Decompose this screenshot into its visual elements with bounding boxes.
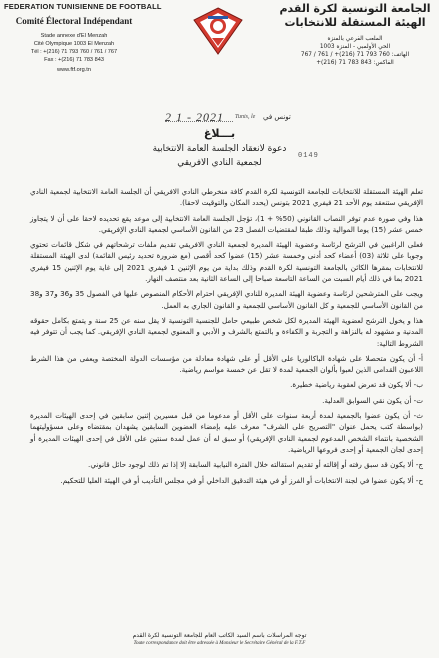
address-block-ar: [275, 35, 435, 67]
condition-item: أ- أن يكون متحصلا على شهادة الباكالوريا على الأقل أو على شهادة معادلة من مؤسسات الدولة المختصة ويعفى من هذا الشرط اللاعبون القدامى الذين لعبوا بألوان الجمعية لمدة لا تقل عن خمسة مواسم رياضية.: [30, 353, 423, 375]
condition-item: ح- ألا يكون عضوا في لجنة الانتخابات أو الفرز أو في هيئة التدقيق الداخلي أو في مجلس التأديب أو في الهيئة العليا للتحكيم.: [60, 475, 423, 485]
page-title: بـــلاغ: [203, 127, 236, 140]
footer-fr: Toute correspondance doit être adressée à Monsieur le Secrétaire Général de la F.T.F: [133, 641, 306, 646]
address-line-ar: الحي الأولمبي - المنزه 1003: [319, 44, 391, 50]
fax-line: Fax : +(216) 71 783 843: [44, 57, 104, 63]
header-left: [4, 2, 162, 73]
announcement-body: [30, 186, 423, 490]
condition-item: ت- أن يكون نقي السوابق العدلية.: [322, 395, 423, 405]
paragraph: هذا وفي صورة عدم توفر النصاب القانوني (50% + 1)، تؤجل الجلسة العامة الانتخابية إلى موعد يقع تحديده لاحقا على أن لا يتجاوز خمس عشر (15) يوما الموالية وذلك طبقا لمقتضيات الفصل 23 من القانون الأساسي لجمعية النادي الإفريقي.: [30, 213, 423, 234]
paragraph: فعلى الراغبين في الترشح لرئاسة وعضوية الهيئة المديرة لجمعية النادي الافريقي تقديم ملفات ترشحاتهم في شكل قائمات تحتوي وجوبا على ثلاثة (03) أعضاء كحد أدنى وخمسة عشر (15) عضوا كحد أقصى (مع ضرورة تحديد رئيس القائمة) لدى الهيئة المستقلة للانتخابات بمقرها الكائن بالجامعة التونسية لكرة القدم وذلك بداية من يوم الإثنين 1 فيفري 2021 إلى غاية يوم الإثنين 15 فيفري 2021 بما في ذلك أيام السبت من الساعة التاسعة صباحا إلى الساعة الثانية بعد منتصف النهار.: [30, 240, 423, 284]
committee-name: Comité Électoral Indépendant: [15, 16, 133, 26]
date-line: [165, 110, 305, 126]
date-dots: [165, 121, 233, 122]
phone-line-ar: الهاتف: 760 793 71 (216)+ / 761 / 767: [300, 52, 410, 58]
address-line-ar: الملعب الفرعي بالمنزه: [327, 36, 383, 42]
federation-name: FEDERATION TUNISIENNE DE FOOTBALL: [4, 2, 162, 11]
address-line: Cité Olympique 1003 El Menzah: [33, 41, 115, 47]
federation-name-ar: الجامعة التونسية لكرة القدم: [279, 2, 431, 15]
subtitle-club: لجمعية النادي الافريقي: [177, 158, 262, 168]
paragraph: تعلم الهيئة المستقلة للانتخابات للجامعة التونسية لكرة القدم كافة منخرطي النادي الافريقي أن الجلسة العامة الانتخابية لجمعية النادي الإفريقي ستنعقد يوم الأحد 21 فيفري 2021 بتونس (يحدد المكان والتوقيت لاحقا).: [30, 187, 423, 208]
subtitle-invitation: دعوة لانعقاد الجلسة العامة الانتخابية: [152, 144, 287, 154]
address-block: [4, 32, 144, 64]
handwritten-date: 2 1 - 2021: [165, 110, 224, 124]
condition-item: ث- أن يكون عضوا بالجمعية لمدة أربعة سنوات على الأقل أو مدعوما من قبل مسيرين إثنين سابقين في إحدى الهيئات المديرة (بواسطة كتب يحمل عنوان "التصريح على الشرف" معرف عليه بإمضاء العضوين السابقين يشهدان بمقتضاه وعلى مسؤوليتهما الشخصية بانتماء الشخص المدعوم لجمعية النادي الإفريقي) أو سبق له أن عمل لمدة سنتين على الأقل في إحدى الهيئات المديرة أو إحدى لجان الجمعية أو إحدى فروعها الرياضية.: [30, 411, 423, 454]
website: www.ftf.org.tn: [57, 67, 91, 73]
paragraph: ويجب على المترشحين لرئاسة وعضوية الهيئة المديرة للنادي الإفريقي احترام الأحكام المنصوص عليها في الفصول 35 و36 و37 و38 من القانون الأساسي للجمعية و كل القانون الأساسي للجمعية و القانون الجاري به العمل.: [30, 289, 424, 310]
condition-item: ب- ألا يكون قد تعرض لعقوبة رياضية خطيرة.: [290, 380, 423, 390]
committee-name-ar: الهيئة المستقلة للانتخابات: [284, 16, 426, 29]
date-label-fr: Tunis, le: [235, 114, 256, 120]
phone-line: Tél : +(216) 71 793 760 / 761 / 767: [30, 49, 118, 55]
fax-line-ar: الفاكس: 843 783 71 (216)+: [316, 60, 394, 66]
footer: [0, 632, 439, 646]
header-right: [275, 2, 435, 67]
footer-ar: توجه المراسلات باسم السيد الكاتب العام للجامعة التونسية لكرة القدم: [132, 632, 307, 639]
date-label-ar: تونس في: [263, 113, 291, 121]
registration-stamp: 0149: [298, 152, 319, 160]
ftf-logo-icon: [190, 6, 246, 56]
paragraph: هذا و يخول الترشح لعضوية الهيئة المديرة لكل شخص طبيعي حامل للجنسية التونسية لا يقل سنه عن 25 سنة و يتمتع بكامل حقوقه المدنية و مشهود له بالنزاهة و التجربة و الكفاءة و بالتمتع بالشرف و الأدبي و المعنوي لجمعية النادي الإفريقي. كما يجب أن تتوفر فيه الشروط التالية:: [30, 315, 423, 348]
condition-item: ج- ألا يكون قد سبق رفته أو إقالته أو تقديم استقالته خلال الفترة النيابية السابقة إلا إذا تم ذلك لوجود حائل قانوني.: [88, 460, 423, 470]
address-line: Stade annexe d'El Menzah: [40, 33, 108, 39]
